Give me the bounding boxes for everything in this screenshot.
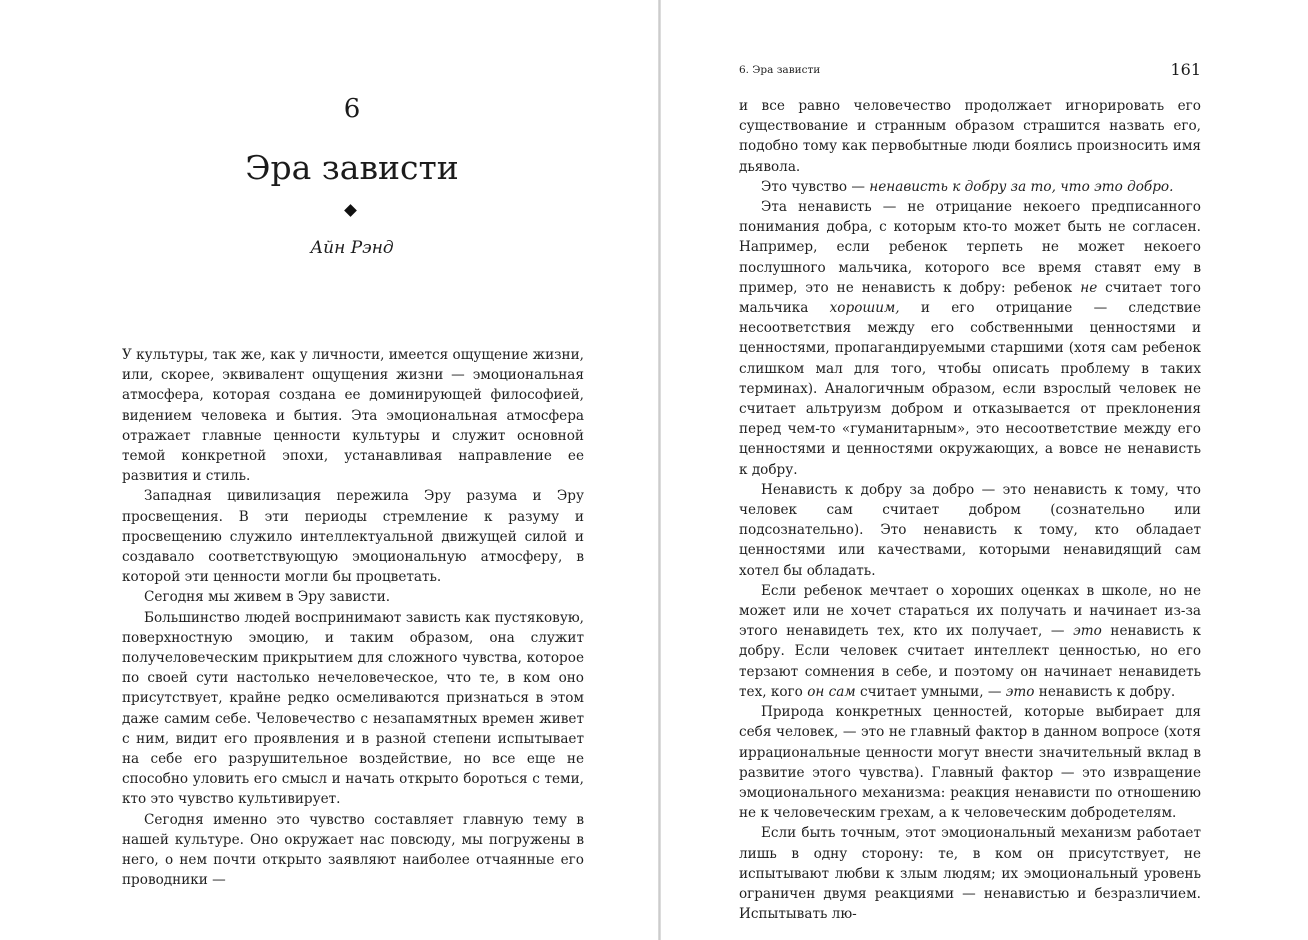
paragraph: У культуры, так же, как у личности, имеется ощущение жизни, или, скорее, эквивалент ощущения жизни — эмоциональная атмосфера, которая создана ее доминирующей философией, видением человека и бытия. Эта эмоциональная атмосфера отражает главные ценности культуры и служит основной темой конкретной эпохи, устанавливая направление ее развития и стиль. <box>122 347 584 485</box>
chapter-number: 6 <box>343 94 361 124</box>
left-page-body <box>122 345 584 890</box>
text-run: считает умными, — <box>855 683 1006 700</box>
paragraph <box>739 581 1201 702</box>
text-run: и его отрицание — следствие несоответствия между его собственными ценностями и ценностями, пропагандируемыми старшими (хотя сам ребенок слишком мал для того, чтобы описать проблему в таких терминах). Аналогичным образом, если взрослый человек не считает альтруизм добром и отказывается от преклонения перед чем-то «гуманитарным», это несоответствие между его ценностями и ценностями окружающих, а вовсе не ненависть к добру. <box>739 300 1201 478</box>
emphasis: не <box>1080 279 1098 296</box>
page-number: 161 <box>1170 60 1201 79</box>
chapter-author: Айн Рэнд <box>310 238 394 258</box>
paragraph: Западная цивилизация пережила Эру разума и Эру просвещения. В эти периоды стремление к разуму и просвещению служило интеллектуальной движущей силой и создавало соответствующую эмоциональную атмосферу, в которой эти ценности могли бы процветать. <box>122 488 584 586</box>
paragraph <box>739 197 1201 480</box>
right-page-body <box>739 96 1201 924</box>
diamond-ornament-icon <box>344 204 357 217</box>
emphasis: это <box>1073 623 1102 640</box>
paragraph: Ненависть к добру за добро — это ненависть к тому, что человек сам считает добром (сознательно или подсознательно). Это ненависть к тому, кто обладает ценностями или качествами, которыми ненавидящий сам хотел бы обладать. <box>739 481 1201 579</box>
emphasis: ненависть к добру за то, что это добро. <box>869 178 1174 195</box>
text-run: ненависть к добру. <box>1034 683 1176 700</box>
chapter-title: Эра зависти <box>245 148 459 187</box>
paragraph: и все равно человечество продолжает игнорировать его существование и странным образом страшится назвать его, подобно тому как первобытные люди боялись произносить имя дьявола. <box>739 98 1201 175</box>
paragraph: Сегодня именно это чувство составляет главную тему в нашей культуре. Оно окружает нас повсюду, мы погружены в него, о нем почти открыто заявляют наиболее отчаянные его проводники — <box>122 811 584 889</box>
paragraph: Природа конкретных ценностей, которые выбирает для себя человек, — это не главный фактор в данном вопросе (хотя иррациональные ценности могут внести значительный вклад в развитие этого чувства). Главный фактор — это извращение эмоционального механизма: реакция ненависти по отношению не к человеческим грехам, а к человеческим добродетелям. <box>739 704 1201 822</box>
emphasis: хорошим, <box>829 300 900 317</box>
text-run: ненависть к добру. Если человек считает интеллект ценностью, но его терзают сомнения в себе, и поэтому он начинает ненавидеть тех, кого <box>739 623 1201 700</box>
text-run: Если ребенок мечтает о хороших оценках в школе, но не может или не хочет стараться их получать и начинает из-за этого ненавидеть тех, кто их получает, — <box>739 582 1201 640</box>
paragraph: Большинство людей воспринимают зависть как пустяковую, поверхностную эмоцию, и таким образом, она служит получеловеческим прикрытием для сложного чувства, которое по своей сути настолько нечеловеческое, что те, в ком оно присутствует, крайне редко осмеливаются признаться в этом даже самим себе. Человечество с незапамятных времен живет с ним, видит его проявления и в разной степени испытывает на себе его разрушительное воздействие, но все еще не способно уловить его смысл и начать открыто бороться с теми, кто это чувство культивирует. <box>122 609 584 808</box>
emphasis: это <box>1005 683 1035 700</box>
text-run: Это чувство — <box>761 178 870 195</box>
text-run: Эта ненависть — не отрицание некоего предписанного понимания добра, с которым кто-то может быть не согласен. Например, если ребенок терпеть не может некоего послушного мальчика, которого все время ставят ему в пример, это не ненависть к добру: ребенок <box>739 199 1201 296</box>
paragraph <box>739 177 1201 197</box>
emphasis: он сам <box>807 683 856 700</box>
paragraph: Сегодня мы живем в Эру зависти. <box>144 589 391 606</box>
text-run: считает того мальчика <box>739 279 1201 317</box>
paragraph: Если быть точным, этот эмоциональный механизм работает лишь в одну сторону: те, в ком он присутствует, не испытывают любви к злым людям; их эмоциональный уровень ограничен двумя реакциями — ненавистью и безразличием. Испытывать лю- <box>739 825 1201 923</box>
running-head: 6. Эра зависти <box>739 64 821 76</box>
right-page <box>661 0 1308 940</box>
